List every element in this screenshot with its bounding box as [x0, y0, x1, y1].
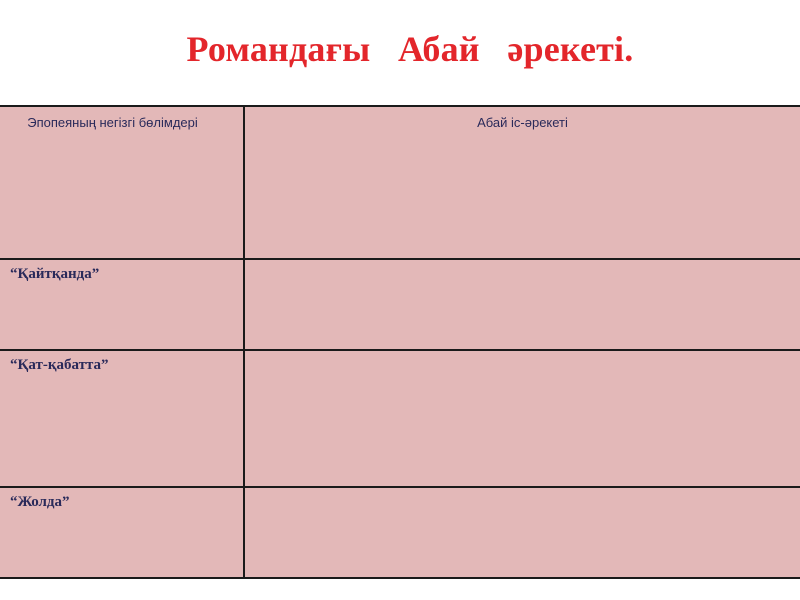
action-cell[interactable] [244, 350, 800, 487]
section-label: “Жолда” [10, 494, 70, 510]
table-row [0, 487, 800, 578]
table-header-row [0, 106, 800, 259]
action-cell[interactable] [244, 487, 800, 578]
header-actions-label: Абай іс-әрекеті [477, 115, 568, 130]
header-sections-label: Эпопеяның негізгі бөлімдері [27, 115, 198, 130]
action-cell[interactable] [244, 259, 800, 350]
section-cell [0, 259, 244, 350]
header-cell-actions [244, 106, 800, 259]
header-cell-sections [0, 106, 244, 259]
section-label: “Қайтқанда” [10, 266, 100, 282]
table-row [0, 350, 800, 487]
table-row [0, 259, 800, 350]
section-cell [0, 487, 244, 578]
section-cell [0, 350, 244, 487]
section-label: “Қат-қабатта” [10, 357, 109, 373]
slide-title: Романдағы Абай әрекеті. [186, 29, 634, 69]
sections-table [0, 105, 800, 579]
